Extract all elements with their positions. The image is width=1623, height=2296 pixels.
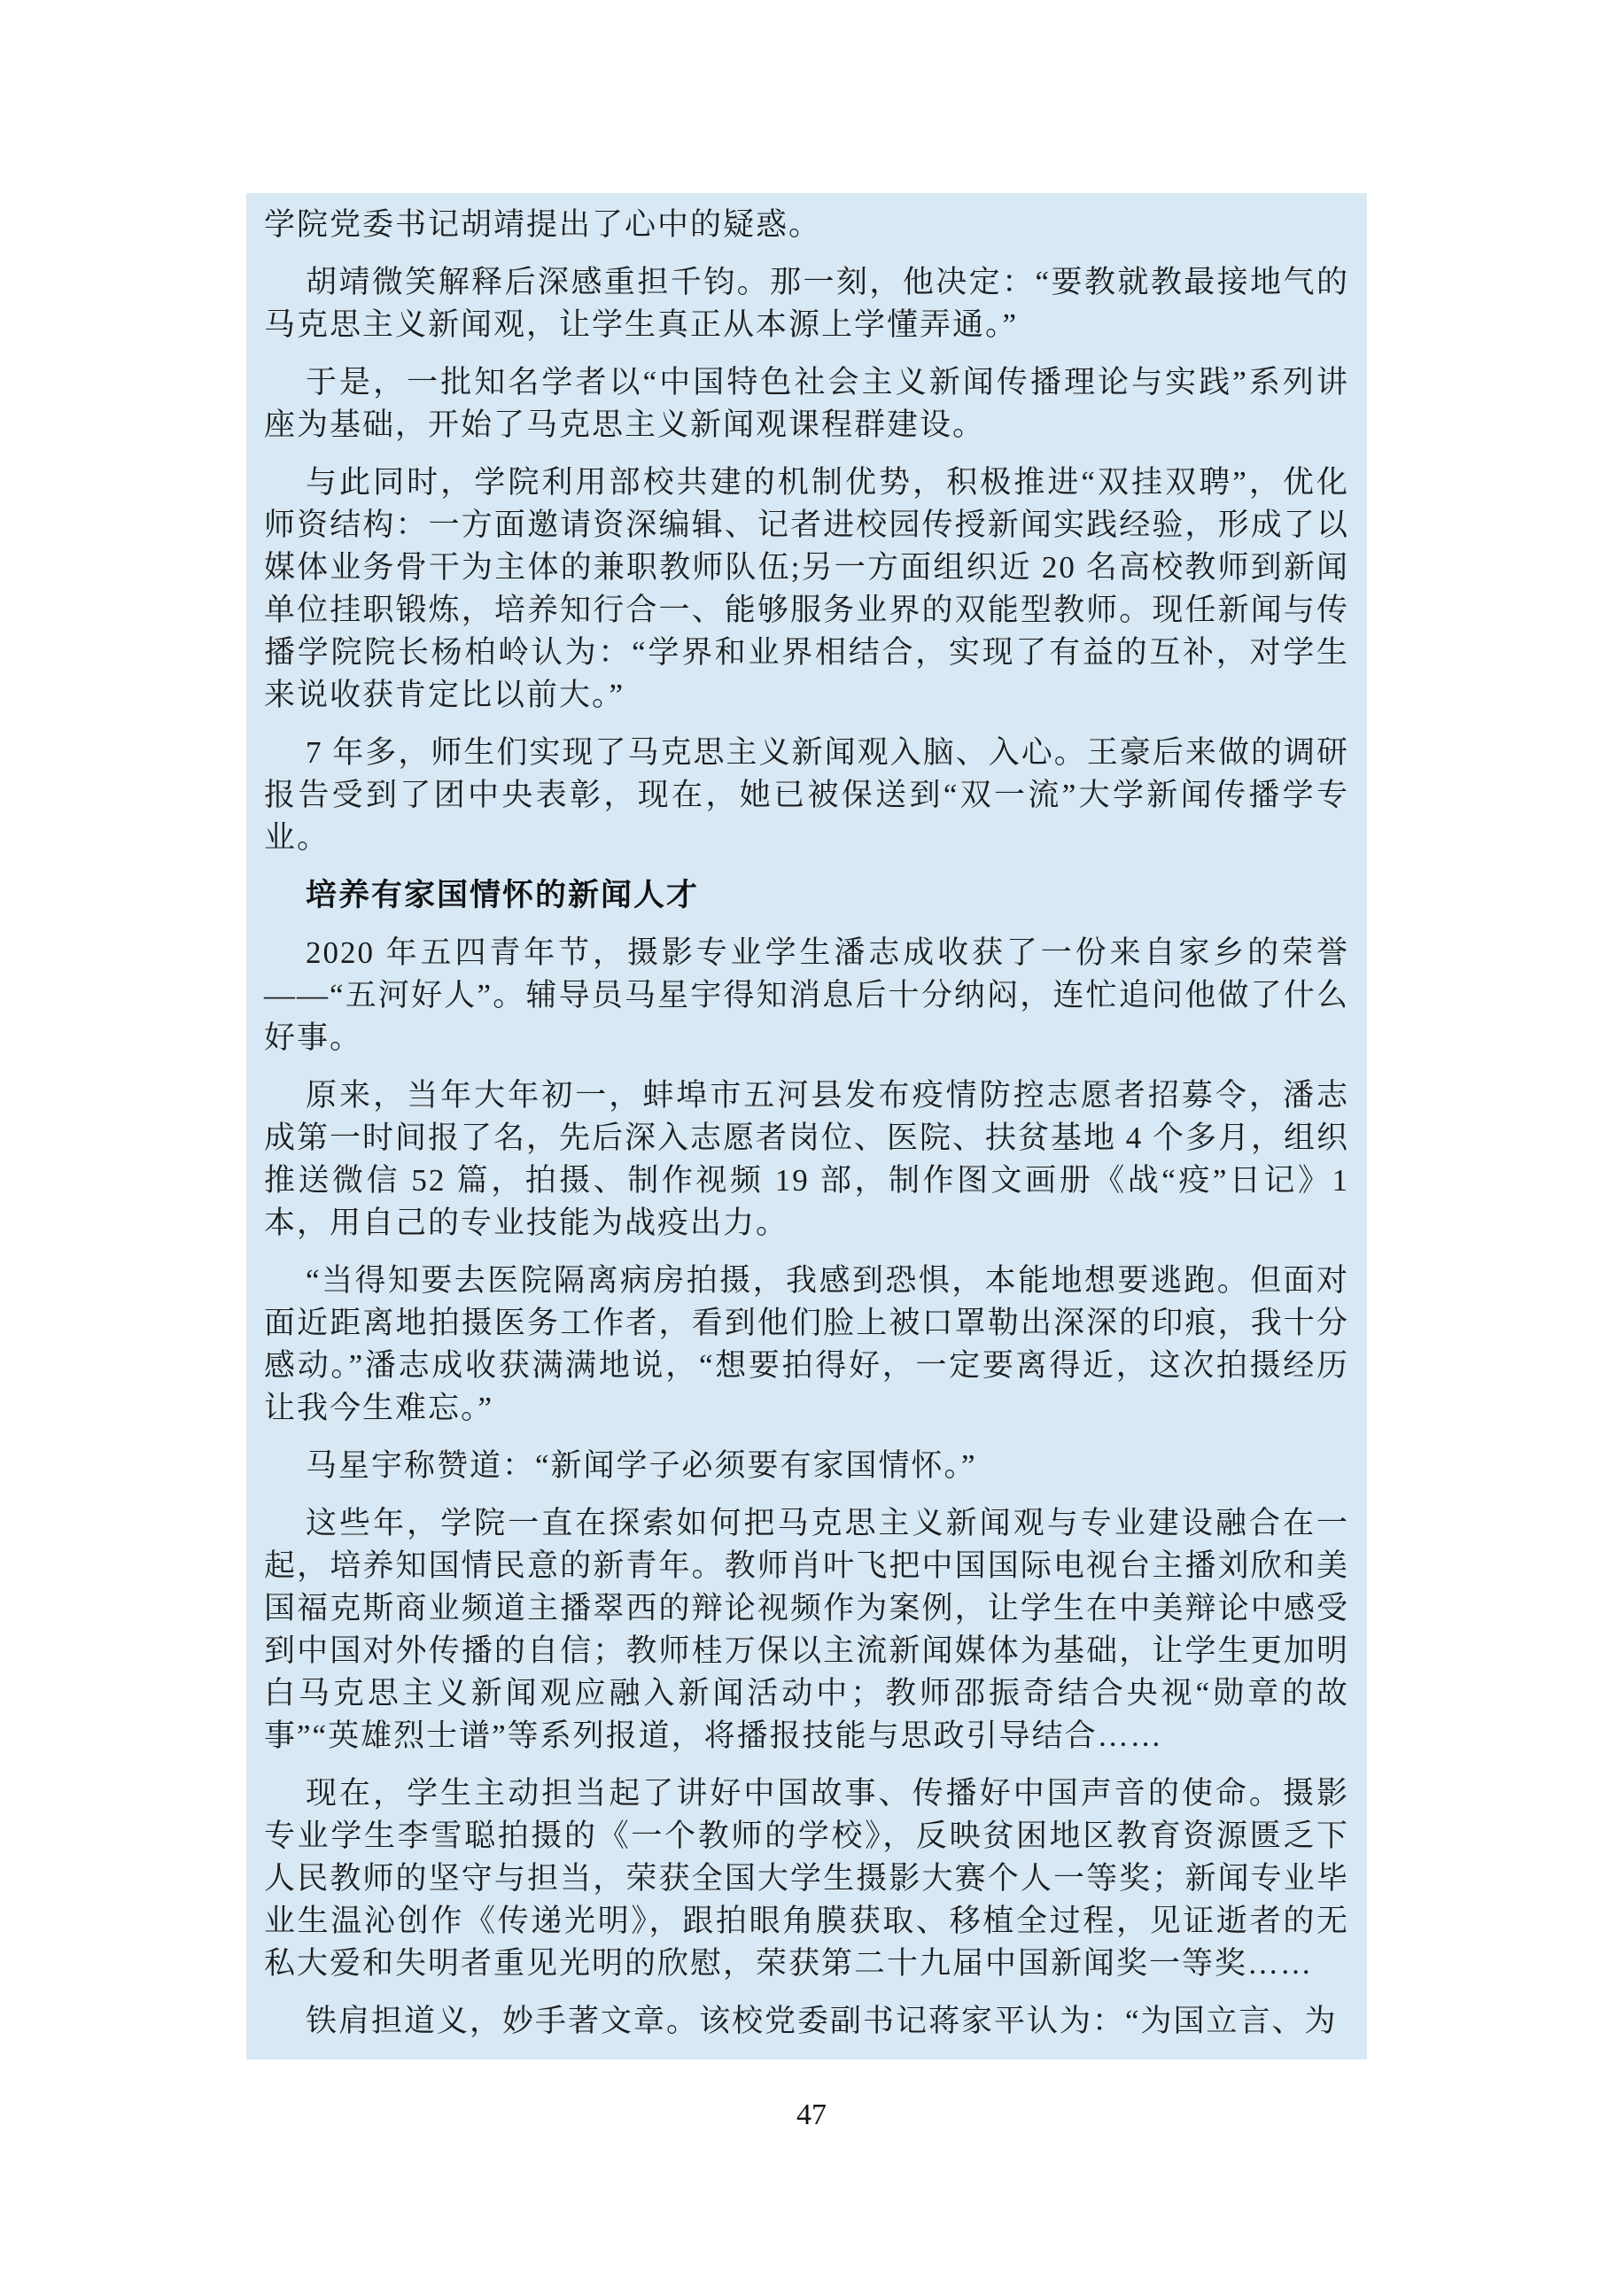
paragraph: 现在，学生主动担当起了讲好中国故事、传播好中国声音的使命。摄影专业学生李雪聪拍摄的《一个教师的学校》，反映贫困地区教育资源匮乏下人民教师的坚守与担当，荣获全国大学生摄影大赛个人一等奖；新闻专业毕业生温沁创作《传递光明》，跟拍眼角膜获取、移植全过程，见证逝者的无私大爱和失明者重见光明的欣慰，荣获第二十九届中国新闻奖一等奖……: [264, 1776, 1349, 1981]
paragraph: 铁肩担道义，妙手著文章。该校党委副书记蒋家平认为：“为国立言、为: [306, 2004, 1338, 2038]
paragraph: 于是，一批知名学者以“中国特色社会主义新闻传播理论与实践”系列讲座为基础，开始了马克思主义新闻观课程群建设。: [264, 365, 1349, 442]
paragraph: 7 年多，师生们实现了马克思主义新闻观入脑、入心。王豪后来做的调研报告受到了团中央表彰，现在，她已被保送到“双一流”大学新闻传播学专业。: [264, 735, 1349, 855]
paragraph: 胡靖微笑解释后深感重担千钧。那一刻，他决定：“要教就教最接地气的马克思主义新闻观，让学生真正从本源上学懂弄通。”: [264, 265, 1349, 342]
paragraph: 这些年，学院一直在探索如何把马克思主义新闻观与专业建设融合在一起，培养知国情民意的新青年。教师肖叶飞把中国国际电视台主播刘欣和美国福克斯商业频道主播翠西的辩论视频作为案例，让学生在中美辩论中感受到中国对外传播的自信；教师桂万保以主流新闻媒体为基础，让学生更加明白马克思主义新闻观应融入新闻活动中；教师邵振奇结合央视“勋章的故事”“英雄烈士谱”等系列报道，将播报技能与思政引导结合……: [264, 1506, 1349, 1753]
paragraph: 与此同时，学院利用部校共建的机制优势，积极推进“双挂双聘”，优化师资结构：一方面邀请资深编辑、记者进校园传授新闻实践经验，形成了以媒体业务骨干为主体的兼职教师队伍;另一方面组织近 20 名高校教师到新闻单位挂职锻炼，培养知行合一、能够服务业界的双能型教师。现任新闻与传播学院院长杨柏岭认为：“学界和业界相结合，实现了有益的互补，对学生来说收获肯定比以前大。”: [264, 465, 1349, 712]
page-number: 47: [796, 2098, 827, 2131]
paragraph: 原来，当年大年初一，蚌埠市五河县发布疫情防控志愿者招募令，潘志成第一时间报了名，先后深入志愿者岗位、医院、扶贫基地 4 个多月，组织推送微信 52 篇，拍摄、制作视频 19 部，制作图文画册《战“疫”日记》1 本，用自己的专业技能为战疫出力。: [264, 1078, 1350, 1240]
content-panel: [246, 193, 1367, 2059]
paragraph: 马星宇称赞道：“新闻学子必须要有家国情怀。”: [306, 1448, 977, 1483]
paragraph: “当得知要去医院隔离病房拍摄，我感到恐惧，本能地想要逃跑。但面对面近距离地拍摄医务工作者，看到他们脸上被口罩勒出深深的印痕，我十分感动。”潘志成收获满满地说，“想要拍得好，一定要离得近，这次拍摄经历让我今生难忘。”: [264, 1263, 1349, 1425]
section-heading: 培养有家国情怀的新闻人才: [306, 878, 700, 912]
paragraph: 学院党委书记胡靖提出了心中的疑惑。: [264, 207, 822, 242]
paragraph: 2020 年五四青年节，摄影专业学生潘志成收获了一份来自家乡的荣誉——“五河好人”。辅导员马星宇得知消息后十分纳闷，连忙追问他做了什么好事。: [264, 935, 1349, 1055]
